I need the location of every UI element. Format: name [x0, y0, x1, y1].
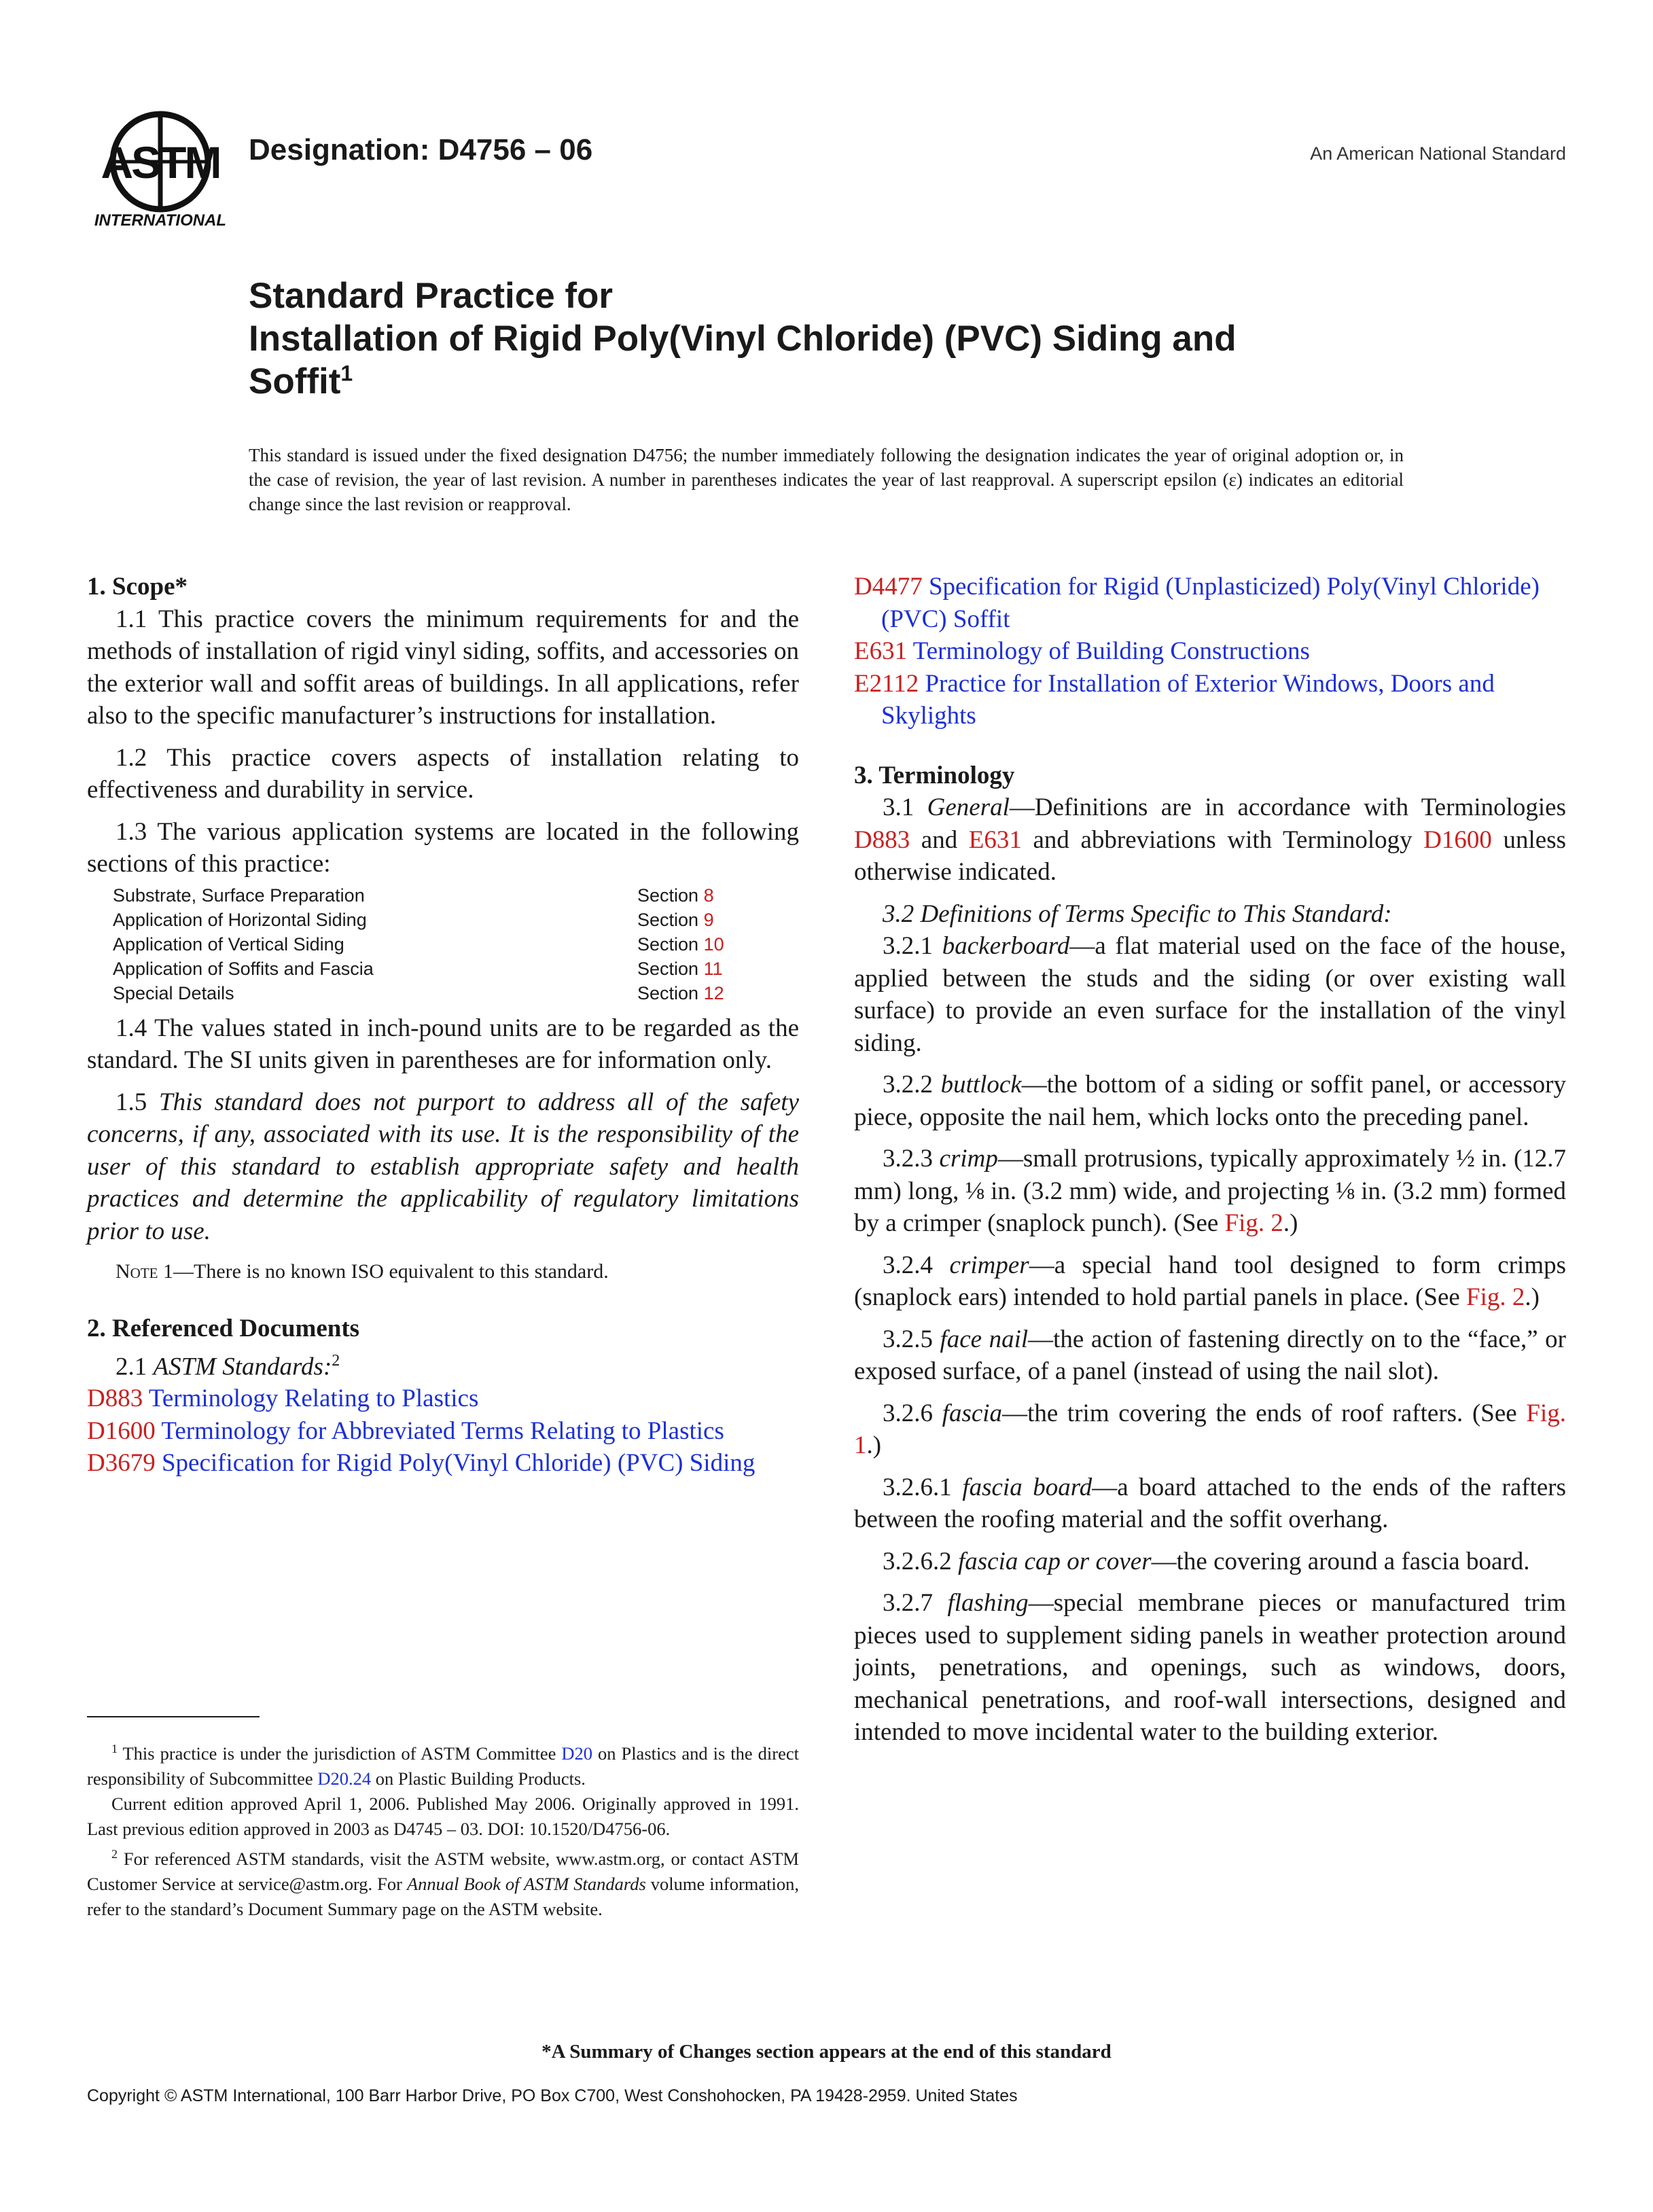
section-label: Application of Horizontal Siding [113, 909, 367, 930]
ref-code-link[interactable]: D4477 [854, 573, 923, 601]
table-row [113, 957, 724, 981]
definition-item: 3.2.2 buttlock—the bottom of a siding or soffit panel, or accessory piece, opposite the nail hem, which locks onto the preceding panel. [854, 1071, 1567, 1131]
para-1-2: 1.2 This practice covers aspects of installation relating to effectiveness and durability in service. [87, 743, 799, 804]
section-link[interactable]: 11 [703, 958, 723, 979]
section-word: Section 11 [637, 958, 723, 979]
section-word: Section 10 [637, 933, 724, 955]
title-footnote-mark[interactable]: 1 [340, 361, 353, 386]
definition-term: buttlock [940, 1071, 1022, 1099]
definition-term: crimp [939, 1145, 998, 1173]
section-label: Special Details [113, 982, 234, 1003]
title-line-2: Installation of Rigid Poly(Vinyl Chloride) (PVC) Siding and [249, 319, 1237, 359]
definition-term: fascia [942, 1399, 1003, 1427]
ref-link-e631[interactable]: E631 [968, 825, 1022, 854]
section-heading-scope: 1. Scope* [87, 573, 188, 601]
table-row [113, 908, 724, 932]
ref-title-link[interactable]: Specification for Rigid (Unplasticized) Poly(Vinyl Chloride) (PVC) Soffit [881, 573, 1540, 633]
section-word: Section 8 [637, 885, 714, 906]
definition-item: 3.2.3 crimp—small protrusions, typically approximately ½ in. (12.7 mm) long, ⅛ in. (3.2 mm) wide, and projecting ⅛ in. (3.2 mm) formed by a crimper (snaplock punch). (See Fig. 2.) [854, 1145, 1567, 1237]
para-1-3: 1.3 The various application systems are located in the following sections of this practice: [87, 817, 799, 878]
ref-code-link[interactable]: E2112 [854, 669, 919, 698]
section-word: Section 9 [637, 909, 714, 930]
section-label: Application of Vertical Siding [113, 933, 344, 955]
title-line-3: Soffit [249, 361, 341, 402]
astm-logo [87, 109, 234, 228]
designation-notice: This standard is issued under the fixed designation D4756; the number immediately following the designation indicates the year of original adoption or, in the case of revision, the year of last revision. A number in parentheses indicates the year of last reapproval. A superscript epsilon (ε) indicates an editorial change since the last revision or reapproval. [249, 445, 1404, 514]
section-link[interactable]: 10 [703, 933, 724, 955]
ref-title-link[interactable]: Practice for Installation of Exterior Windows, Doors and Skylights [881, 669, 1495, 730]
national-standard-label: An American National Standard [1310, 143, 1566, 164]
footnote-mark-2[interactable]: 2 [332, 1351, 340, 1370]
section-link[interactable]: 9 [703, 909, 714, 930]
reference-item [87, 1447, 799, 1480]
definition-term: flashing [947, 1589, 1029, 1617]
para-3-1: 3.1 General—Definitions are in accordance with Terminologies D883 and E631 and abbreviations with Terminology D1600 unless otherwise indicated. [854, 793, 1567, 886]
definition-term: fascia board [962, 1473, 1092, 1501]
para-3-2: 3.2 Definitions of Terms Specific to This Standard: [883, 899, 1392, 928]
ref-title-link[interactable]: Specification for Rigid Poly(Vinyl Chloride) (PVC) Siding [155, 1449, 756, 1478]
ref-title-link[interactable]: Terminology for Abbreviated Terms Relating to Plastics [155, 1416, 724, 1445]
figure-link[interactable]: Fig. 1 [854, 1399, 1566, 1459]
table-row [113, 981, 724, 1005]
svg-text:INTERNATIONAL: INTERNATIONAL [94, 211, 227, 228]
footnote-2: $^2$ For referenced ASTM standards, visit the ASTM website, www.astm.org, or contact ASTM Customer Service at service@astm.org. For Annual Book of ASTM Standards volume information, refer to the standard’s Document Summary page on the ASTM website. [87, 1847, 799, 1919]
definition-item: 3.2.7 flashing—special membrane pieces or manufactured trim pieces used to supplement siding panels in weather protection around joints, penetrations, and openings, such as windows, doors, mechanical penetrations, and roof-wall intersections, designed and intended to move incidental water to the building exterior. [854, 1589, 1567, 1746]
para-2-1: 2.1 ASTM Standards:$^2$ [115, 1351, 340, 1380]
definition-term: crimper [949, 1251, 1029, 1279]
definition-term: face nail [940, 1325, 1029, 1353]
designation: Designation: D4756 – 06 [249, 133, 593, 166]
para-1-1: 1.1 This practice covers the minimum requirements for and the methods of installation of rigid vinyl siding, soffits, and accessories on the exterior wall and soffit areas of buildings. In all applications, refer also to the specific manufacturer’s instructions for installation. [87, 605, 799, 730]
ref-title-link[interactable]: Terminology of Building Constructions [907, 637, 1310, 665]
reference-item [854, 668, 1566, 732]
definition-item: 3.2.1 backerboard—a flat material used on the face of the house, applied between the studs and the siding (or over existing wall surface) to provide an even surface for the installation of the vinyl siding. [854, 932, 1567, 1057]
para-1-5: 1.5 This standard does not purport to address all of the safety concerns, if any, associated with its use. It is the responsibility of the user of this standard to establish appropriate safety and health practices and determine the applicability of regulatory limitations prior to use. [87, 1088, 799, 1245]
right-column [854, 571, 1566, 1749]
copyright: Copyright © ASTM International, 100 Barr Harbor Drive, PO Box C700, West Conshohocken, PA 19428-2959. United States [87, 2086, 1018, 2105]
ref-code-link[interactable]: E631 [854, 637, 908, 665]
definition-item: 3.2.6 fascia—the trim covering the ends of roof rafters. (See Fig. 1.) [854, 1399, 1566, 1459]
reference-item [854, 635, 1566, 668]
footnote-1-edition: Current edition approved April 1, 2006. Published May 2006. Originally approved in 1991. Last previous edition approved in 2003 as D4745 – 03. DOI: 10.1520/D4756-06. [87, 1793, 799, 1839]
section-heading-referenced: 2. Referenced Documents [87, 1315, 360, 1342]
table-row [113, 932, 724, 957]
section-link[interactable]: 12 [703, 982, 724, 1003]
committee-link[interactable]: D20 [561, 1743, 592, 1764]
title-line-1: Standard Practice for [249, 276, 614, 316]
figure-link[interactable]: Fig. 2 [1466, 1283, 1525, 1311]
footnote-1: $^1$ This practice is under the jurisdiction of ASTM Committee D20 on Plastics and is the direct responsibility of Subcommittee D20.24 on Plastic Building Products. [87, 1742, 799, 1789]
footnotes [87, 1736, 799, 1922]
svg-text:ASTM: ASTM [101, 137, 220, 188]
subcommittee-link[interactable]: D20.24 [317, 1768, 372, 1789]
ref-title-link[interactable]: Terminology Relating to Plastics [143, 1385, 479, 1413]
figure-link[interactable]: Fig. 2 [1224, 1209, 1283, 1237]
summary-of-changes-note: *A Summary of Changes section appears at the end of this standard [541, 2041, 1112, 2063]
document-title [249, 274, 1540, 403]
ref-code-link[interactable]: D1600 [87, 1416, 156, 1445]
definition-item: 3.2.4 crimper—a special hand tool designed to form crimps (snaplock ears) intended to hold partial panels in place. (See Fig. 2.) [854, 1251, 1567, 1311]
section-heading-terminology: 3. Terminology [854, 761, 1015, 789]
definition-item: 3.2.5 face nail—the action of fastening directly on to the “face,” or exposed surface, of a panel (instead of using the nail slot). [854, 1325, 1567, 1385]
definition-item: 3.2.6.2 fascia cap or cover—the covering around a fascia board. [883, 1547, 1530, 1575]
sections-table [113, 883, 724, 1005]
ref-link-d883[interactable]: D883 [854, 825, 910, 854]
section-link[interactable]: 8 [703, 885, 714, 906]
reference-item [854, 571, 1566, 635]
table-row [113, 883, 724, 908]
definition-item: 3.2.6.1 fascia board—a board attached to the ends of the rafters between the roofing material and the soffit overhang. [854, 1473, 1566, 1533]
footnote-divider [87, 1716, 260, 1717]
para-1-4: 1.4 The values stated in inch-pound units are to be regarded as the standard. The SI units given in parentheses are for information only. [87, 1014, 799, 1074]
section-word: Section 12 [637, 982, 724, 1003]
ref-code-link[interactable]: D3679 [87, 1449, 156, 1478]
left-column [87, 571, 799, 1480]
reference-item [87, 1382, 799, 1415]
note-1: Note 1—There is no known ISO equivalent to this standard. [115, 1260, 609, 1283]
section-label: Application of Soffits and Fascia [113, 958, 374, 979]
definition-term: backerboard [942, 932, 1070, 960]
ref-code-link[interactable]: D883 [87, 1385, 143, 1413]
reference-item [87, 1415, 799, 1448]
safety-caveat: This standard does not purport to address all of the safety concerns, if any, associated with its use. It is the responsibility of the user of this standard to establish appropriate safety and health practices and determine the applicability of regulatory limitations prior to use. [87, 1088, 799, 1245]
section-label: Substrate, Surface Preparation [113, 885, 365, 906]
definition-term: fascia cap or cover [958, 1547, 1152, 1575]
ref-link-d1600[interactable]: D1600 [1423, 825, 1492, 854]
